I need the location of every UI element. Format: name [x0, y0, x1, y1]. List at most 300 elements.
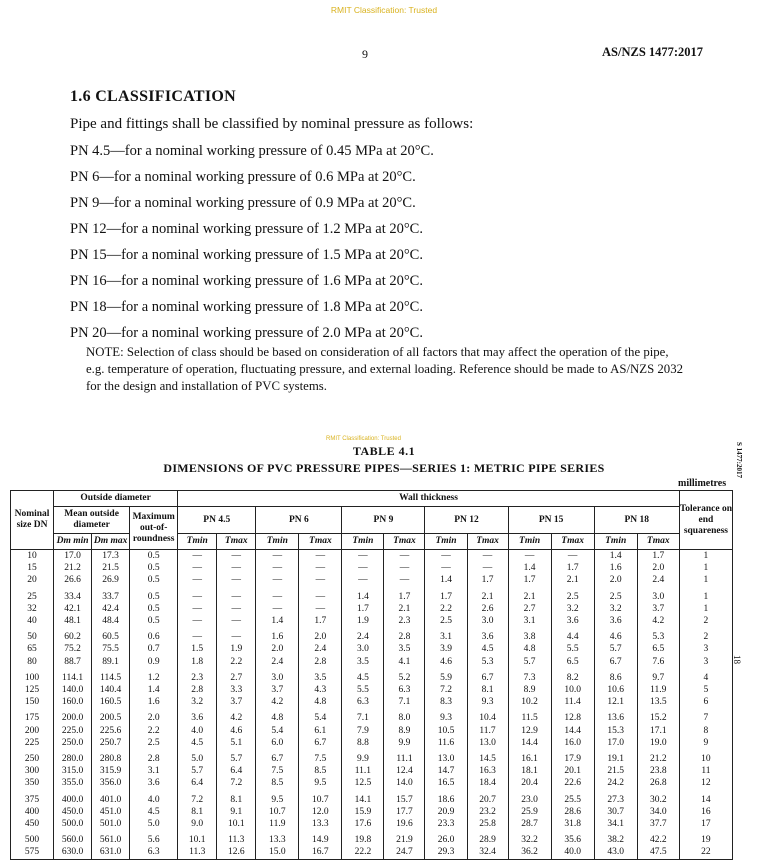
table-cell: 2 [679, 615, 732, 627]
table-cell: 24.7 [384, 846, 425, 859]
header-tolerance: Tolerance on end squareness [679, 491, 732, 550]
table-cell: 1.7 [299, 615, 342, 627]
table-cell: 9.3 [467, 696, 508, 708]
table-cell: — [299, 574, 342, 586]
table-cell: 8.9 [384, 725, 425, 737]
table-cell: 21.2 [637, 749, 679, 765]
table-cell: 75.5 [92, 643, 130, 655]
table-cell: 4.2 [217, 708, 256, 724]
table-cell: 10 [11, 550, 54, 563]
table-cell: 75.2 [54, 643, 92, 655]
table-cell: 3.7 [256, 684, 299, 696]
table-cell: 1.7 [384, 587, 425, 603]
table-cell: 36.2 [508, 846, 551, 859]
table-cell: 43.0 [594, 846, 637, 859]
table-cell: 8.1 [467, 684, 508, 696]
table-row [11, 603, 733, 615]
table-cell: 6.3 [342, 696, 384, 708]
table-row [11, 643, 733, 655]
table-cell: 15.9 [342, 806, 384, 818]
table-cell: 2.1 [551, 574, 594, 586]
table-cell: 3.5 [384, 643, 425, 655]
table-cell: 631.0 [92, 846, 130, 859]
table-cell: 356.0 [92, 777, 130, 789]
table-cell: 8.8 [342, 737, 384, 749]
header-t-min: Tmin [508, 534, 551, 550]
table-cell: 48.4 [92, 615, 130, 627]
table-cell: — [178, 615, 217, 627]
table-cell: 23.8 [637, 765, 679, 777]
table-cell: 0.5 [130, 574, 178, 586]
table-cell: 7.1 [384, 696, 425, 708]
table-cell: 21.9 [384, 830, 425, 846]
table-cell: 1.9 [342, 615, 384, 627]
table-cell: 2.3 [384, 615, 425, 627]
table-cell: 280.0 [54, 749, 92, 765]
table-cell: 6.5 [551, 656, 594, 668]
table-cell: 1 [679, 574, 732, 586]
table-cell: 1.2 [130, 668, 178, 684]
table-cell: 89.1 [92, 656, 130, 668]
table-cell: 11.3 [217, 830, 256, 846]
table-cell: 3.0 [342, 643, 384, 655]
table-cell: 1.4 [594, 550, 637, 563]
table-cell: 3.2 [178, 696, 217, 708]
table-cell: 8.5 [299, 765, 342, 777]
watermark-mid: RMIT Classification: Trusted [326, 436, 401, 442]
table-cell: 8.2 [551, 668, 594, 684]
table-cell: 114.5 [92, 668, 130, 684]
table-cell: 2.7 [217, 668, 256, 684]
table-cell: 16 [679, 806, 732, 818]
table-cell: 13.3 [256, 830, 299, 846]
table-cell: 28.6 [551, 806, 594, 818]
section-intro: Pipe and fittings shall be classified by nominal pressure as follows: [70, 116, 474, 132]
table-cell: 5.7 [508, 656, 551, 668]
table-cell: 11.9 [256, 818, 299, 830]
table-cell: 0.7 [130, 643, 178, 655]
table-cell: 6.7 [467, 668, 508, 684]
table-cell: 10.5 [425, 725, 467, 737]
table-cell: — [299, 587, 342, 603]
table-cell: 4.5 [178, 737, 217, 749]
table-cell: 4.6 [425, 656, 467, 668]
watermark-top: RMIT Classification: Trusted [330, 5, 438, 15]
table-cell: 4.2 [637, 615, 679, 627]
table-cell: 6.5 [637, 643, 679, 655]
table-cell: 20.9 [425, 806, 467, 818]
table-cell: — [342, 574, 384, 586]
table-cell: — [384, 550, 425, 563]
table-cell: 501.0 [92, 818, 130, 830]
table-cell: 175 [11, 708, 54, 724]
table-cell: 23.0 [508, 790, 551, 806]
header-class: PN 15 [508, 507, 594, 534]
table-cell: 16.0 [551, 737, 594, 749]
table-cell: 14.4 [508, 737, 551, 749]
table-cell: 3.6 [467, 627, 508, 643]
table-row [11, 627, 733, 643]
table-cell: 6 [679, 696, 732, 708]
header-class: PN 9 [342, 507, 425, 534]
table-cell: 7.1 [342, 708, 384, 724]
table-cell: 1.7 [637, 550, 679, 563]
table-cell: 34.1 [594, 818, 637, 830]
table-cell: 9.1 [217, 806, 256, 818]
table-cell: 0.5 [130, 603, 178, 615]
table-cell: 5.7 [594, 643, 637, 655]
table-row [11, 790, 733, 806]
table-cell: 29.3 [425, 846, 467, 859]
table-cell: 3.1 [130, 765, 178, 777]
section-title: 1.6 CLASSIFICATION [70, 88, 237, 105]
table-cell: 10.1 [217, 818, 256, 830]
table-cell: 47.5 [637, 846, 679, 859]
table-cell: 2.7 [508, 603, 551, 615]
table-cell: 2.8 [384, 627, 425, 643]
table-cell: — [217, 627, 256, 643]
header-t-min: Tmin [256, 534, 299, 550]
table-cell: 13.3 [299, 818, 342, 830]
table-cell: 4 [679, 668, 732, 684]
dimensions-table [10, 490, 733, 860]
table-cell: 15 [11, 562, 54, 574]
table-cell: 4.5 [342, 668, 384, 684]
table-cell: 5.2 [384, 668, 425, 684]
table-cell: 6.7 [594, 656, 637, 668]
table-caption: TABLE 4.1 [352, 444, 416, 458]
table-cell: — [217, 603, 256, 615]
table-cell: 4.8 [299, 696, 342, 708]
table-cell: 3.7 [217, 696, 256, 708]
table-cell: 2.8 [178, 684, 217, 696]
table-cell: 6.3 [384, 684, 425, 696]
table-cell: 3.5 [299, 668, 342, 684]
table-cell: 19 [679, 830, 732, 846]
table-cell: 125 [11, 684, 54, 696]
table-cell: 6.7 [299, 737, 342, 749]
table-cell: 500 [11, 830, 54, 846]
table-cell: 8.0 [384, 708, 425, 724]
table-cell: 500.0 [54, 818, 92, 830]
class-line: PN 16—for a nominal working pressure of 1.6 MPa at 20°C. [70, 273, 423, 289]
table-cell: 14.5 [467, 749, 508, 765]
table-cell: — [178, 587, 217, 603]
header-wall-thickness: Wall thickness [178, 491, 680, 507]
table-cell: 10.6 [594, 684, 637, 696]
table-cell: 7.2 [217, 777, 256, 789]
table-cell: 5.5 [342, 684, 384, 696]
table-cell: 9.9 [384, 737, 425, 749]
table-cell: 1.4 [342, 587, 384, 603]
table-cell: 23.2 [467, 806, 508, 818]
table-cell: 2.0 [256, 643, 299, 655]
table-cell: 11.3 [178, 846, 217, 859]
table-cell: 11.4 [551, 696, 594, 708]
table-cell: 2.5 [425, 615, 467, 627]
table-cell: 8.1 [217, 790, 256, 806]
table-cell: 4.6 [217, 725, 256, 737]
table-cell: 16.5 [425, 777, 467, 789]
table-cell: 1.4 [425, 574, 467, 586]
table-cell: 16.1 [508, 749, 551, 765]
table-cell: 10.7 [256, 806, 299, 818]
table-cell: 7 [679, 708, 732, 724]
table-cell: 250.0 [54, 737, 92, 749]
table-cell: 17 [679, 818, 732, 830]
table-cell: 27.3 [594, 790, 637, 806]
table-cell: 17.9 [551, 749, 594, 765]
table-cell: 200.5 [92, 708, 130, 724]
table-cell: 15.3 [594, 725, 637, 737]
table-cell: 0.5 [130, 587, 178, 603]
table-cell: 2.8 [299, 656, 342, 668]
table-cell: 35.6 [551, 830, 594, 846]
table-cell: 11.9 [637, 684, 679, 696]
table-cell: 15.0 [256, 846, 299, 859]
table-cell: — [178, 550, 217, 563]
table-cell: 19.0 [637, 737, 679, 749]
table-cell: 575 [11, 846, 54, 859]
table-units: millimetres [678, 478, 727, 489]
table-cell: 11.7 [467, 725, 508, 737]
table-cell: 26.9 [92, 574, 130, 586]
table-cell: 2.6 [467, 603, 508, 615]
table-cell: 12.6 [217, 846, 256, 859]
table-cell: 3.8 [508, 627, 551, 643]
class-line: PN 18—for a nominal working pressure of 1.8 MPa at 20°C. [70, 299, 423, 315]
table-cell: 3.7 [637, 603, 679, 615]
table-cell: 2.4 [342, 627, 384, 643]
header-nominal-size: Nominal size DN [11, 491, 54, 550]
table-cell: 13.6 [594, 708, 637, 724]
table-cell: 28.7 [508, 818, 551, 830]
table-cell: 2.0 [637, 562, 679, 574]
table-cell: 12.8 [551, 708, 594, 724]
table-cell: 18.4 [467, 777, 508, 789]
table-cell: 5.6 [130, 830, 178, 846]
table-cell: 451.0 [92, 806, 130, 818]
table-cell: 1.7 [508, 574, 551, 586]
table-cell: 10 [679, 749, 732, 765]
table-cell: 1.8 [178, 656, 217, 668]
table-cell: 11 [679, 765, 732, 777]
table-cell: 24.2 [594, 777, 637, 789]
table-cell: 10.1 [178, 830, 217, 846]
table-cell: 80 [11, 656, 54, 668]
header-t-max: Tmax [217, 534, 256, 550]
table-cell: 12 [679, 777, 732, 789]
table-cell: 1 [679, 562, 732, 574]
table-cell: 4.0 [178, 725, 217, 737]
table-cell: 315.0 [54, 765, 92, 777]
table-cell: 3.9 [425, 643, 467, 655]
header-t-min: Tmin [342, 534, 384, 550]
table-cell: — [256, 603, 299, 615]
table-row [11, 696, 733, 708]
header-mean-od: Mean outside diameter [54, 507, 130, 534]
table-cell: 6.4 [217, 765, 256, 777]
table-cell: — [178, 574, 217, 586]
table-cell: 14.1 [342, 790, 384, 806]
table-cell: 3.2 [594, 603, 637, 615]
table-cell: 450.0 [54, 806, 92, 818]
table-cell: 300 [11, 765, 54, 777]
table-cell: — [425, 562, 467, 574]
header-outside-diameter: Outside diameter [54, 491, 178, 507]
table-cell: 1.6 [256, 627, 299, 643]
table-cell: 40 [11, 615, 54, 627]
table-cell: 26.6 [54, 574, 92, 586]
table-cell: 5.7 [217, 749, 256, 765]
table-cell: 1.4 [256, 615, 299, 627]
table-cell: 160.5 [92, 696, 130, 708]
table-title: DIMENSIONS OF PVC PRESSURE PIPES—SERIES 1: METRIC PIPE SERIES [163, 461, 605, 475]
table-cell: 4.6 [594, 627, 637, 643]
table-cell: 3.0 [637, 587, 679, 603]
header-dm-max: Dm max [92, 534, 130, 550]
table-cell: 0.5 [130, 550, 178, 563]
table-cell: 3.3 [217, 684, 256, 696]
table-cell: 8.3 [425, 696, 467, 708]
table-cell: 40.0 [551, 846, 594, 859]
table-cell: 250 [11, 749, 54, 765]
table-cell: 5.0 [178, 749, 217, 765]
table-cell: 5.9 [425, 668, 467, 684]
table-cell: 630.0 [54, 846, 92, 859]
table-cell: 9.0 [178, 818, 217, 830]
table-cell: 7.6 [637, 656, 679, 668]
table-cell: 1.9 [217, 643, 256, 655]
table-cell: 15.2 [637, 708, 679, 724]
table-cell: — [299, 550, 342, 563]
table-cell: 3.1 [508, 615, 551, 627]
table-cell: 12.1 [594, 696, 637, 708]
table-cell: 200.0 [54, 708, 92, 724]
table-cell: 33.4 [54, 587, 92, 603]
table-cell: 17.0 [54, 550, 92, 563]
header-t-max: Tmax [637, 534, 679, 550]
standard-number: AS/NZS 1477:2017 [602, 45, 704, 59]
table-cell: 400.0 [54, 790, 92, 806]
table-cell: 2.1 [384, 603, 425, 615]
header-t-max: Tmax [551, 534, 594, 550]
table-cell: 100 [11, 668, 54, 684]
table-cell: 34.0 [637, 806, 679, 818]
class-line: PN 9—for a nominal working pressure of 0.9 MPa at 20°C. [70, 195, 416, 211]
table-cell: 225.6 [92, 725, 130, 737]
header-t-max: Tmax [467, 534, 508, 550]
table-cell: — [178, 627, 217, 643]
table-cell: 22.2 [342, 846, 384, 859]
table-cell: 2.1 [508, 587, 551, 603]
table-cell: 560.0 [54, 830, 92, 846]
table-cell: 25.9 [508, 806, 551, 818]
table-cell: 5.4 [299, 708, 342, 724]
table-cell: 4.2 [256, 696, 299, 708]
table-cell: 9.9 [342, 749, 384, 765]
table-cell: 8.9 [508, 684, 551, 696]
table-cell: 2.2 [425, 603, 467, 615]
table-cell: 18.1 [508, 765, 551, 777]
note: NOTE: Selection of class should be based on consideration of all factors that may affect the operation of the pipe, e.g. temperature of operation, fluctuating pressure, and external loading. Reference should be made to AS/NZS 2032 for the design and installation of PVC systems. [86, 345, 684, 393]
table-cell: — [342, 550, 384, 563]
side-standard-code: S 1477:2017 [735, 442, 743, 478]
table-cell: 12.9 [508, 725, 551, 737]
table-cell: 17.0 [594, 737, 637, 749]
table-cell: 3.6 [178, 708, 217, 724]
table-cell: 2.8 [130, 749, 178, 765]
table-cell: — [217, 550, 256, 563]
table-cell: 4.0 [130, 790, 178, 806]
table-body [11, 550, 733, 860]
table-cell: 17.7 [384, 806, 425, 818]
table-cell: — [217, 615, 256, 627]
table-cell: 355.0 [54, 777, 92, 789]
table-cell: 32 [11, 603, 54, 615]
table-cell: 200 [11, 725, 54, 737]
table-cell: — [551, 550, 594, 563]
table-cell: — [256, 574, 299, 586]
table-cell: 22.6 [551, 777, 594, 789]
table-cell: 2.2 [217, 656, 256, 668]
table-row [11, 806, 733, 818]
table-cell: 9 [679, 737, 732, 749]
table-cell: 14.7 [425, 765, 467, 777]
table-cell: 2.4 [299, 643, 342, 655]
table-cell: 6.0 [256, 737, 299, 749]
table-cell: 21.2 [54, 562, 92, 574]
table-cell: 7.2 [425, 684, 467, 696]
table-cell: 16.7 [299, 846, 342, 859]
table-cell: 140.0 [54, 684, 92, 696]
table-cell: 5.4 [256, 725, 299, 737]
table-cell: 32.4 [467, 846, 508, 859]
table-cell: 3.1 [425, 627, 467, 643]
table-cell: 4.5 [130, 806, 178, 818]
table-cell: 30.7 [594, 806, 637, 818]
header-dm-min: Dm min [54, 534, 92, 550]
table-cell: 14 [679, 790, 732, 806]
table-cell: 32.2 [508, 830, 551, 846]
header-t-min: Tmin [178, 534, 217, 550]
table-cell: 1.6 [130, 696, 178, 708]
table-cell: 25.8 [467, 818, 508, 830]
table-cell: 21.5 [594, 765, 637, 777]
header-class: PN 18 [594, 507, 679, 534]
table-cell: 42.1 [54, 603, 92, 615]
table-row [11, 550, 733, 563]
header-t-min: Tmin [594, 534, 637, 550]
table-row [11, 708, 733, 724]
table-cell: 14.9 [299, 830, 342, 846]
table-cell: 5.0 [130, 818, 178, 830]
class-line: PN 4.5—for a nominal working pressure of 0.45 MPa at 20°C. [70, 143, 434, 159]
table-cell: 15.7 [384, 790, 425, 806]
table-cell: 13.0 [467, 737, 508, 749]
table-cell: 450 [11, 818, 54, 830]
table-cell: 11.1 [384, 749, 425, 765]
table-cell: 7.9 [342, 725, 384, 737]
table-cell: 401.0 [92, 790, 130, 806]
table-cell: 20.1 [551, 765, 594, 777]
table-cell: 3.6 [551, 615, 594, 627]
side-page-number: 18 [732, 655, 742, 664]
table-cell: 7.5 [256, 765, 299, 777]
header-t-max: Tmax [384, 534, 425, 550]
table-cell: 5.5 [551, 643, 594, 655]
header-class: PN 12 [425, 507, 508, 534]
